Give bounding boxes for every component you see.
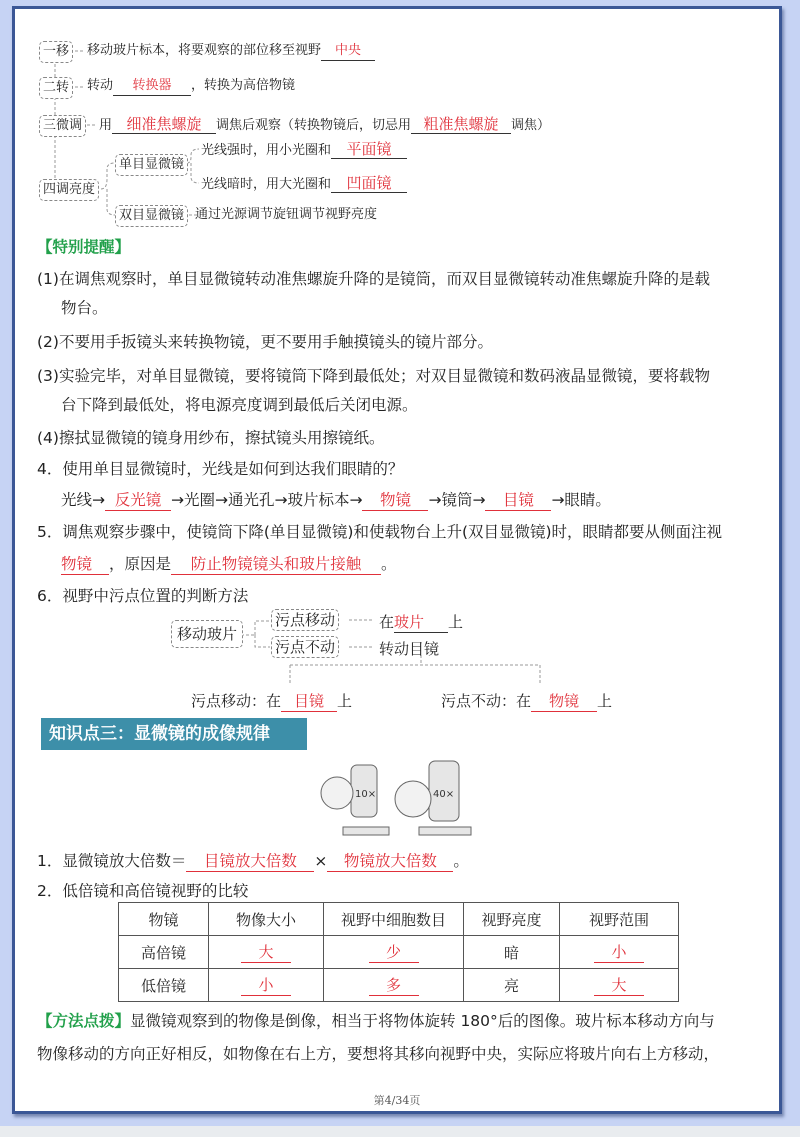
step-fine-pre: 用 [99, 118, 113, 133]
answer-reflector: 反光镜 [105, 490, 171, 511]
step-move-box: 一移 [39, 41, 73, 63]
microscope-objectives-image [315, 757, 495, 841]
step-turn-pre: 转动 [87, 78, 114, 93]
table-cell [209, 969, 324, 1002]
method-text: 显微镜观察到的物像是倒像，相当于将物体旋转 180°后的图像。玻片标本移动方向与 [130, 1012, 715, 1030]
page-number: 第4/34页 [373, 1094, 421, 1107]
strong-light-desc: 光线强时，用小光圈和 [201, 143, 332, 158]
q4-text: →光圈→通光孔→玻片标本→ [171, 491, 363, 509]
q5-text: 。 [381, 555, 397, 573]
table-cell [560, 969, 679, 1002]
reminder-item: (1)在调焦观察时，单目显微镜转动准焦螺旋升降的是镜筒，而双目显微镜转动准焦螺旋升降的是载 [37, 270, 710, 288]
table-header-row [119, 903, 679, 936]
q4-text: →眼睛。 [551, 491, 611, 509]
rotate-eyepiece-text: 转动目镜 [379, 640, 440, 658]
k1-text: × [314, 852, 328, 870]
answer-reason: 防止物镜镜头和玻片接触 [171, 554, 381, 575]
table-header: 物镜 [119, 903, 209, 936]
table-cell [209, 936, 324, 969]
spot-still-box: 污点不动 [271, 636, 339, 658]
q6-text: 污点不动：在 [441, 692, 532, 710]
binocular-box: 双目显微镜 [115, 205, 188, 227]
q6-text: 上 [448, 613, 464, 631]
table-header: 物像大小 [209, 903, 324, 936]
answer-concave-mirror: 凹面镜 [331, 174, 407, 193]
q4-text: →镜筒→ [428, 491, 486, 509]
q4-text: 光线→ [61, 491, 105, 509]
step-fine-text [99, 115, 550, 135]
table-row [119, 936, 679, 969]
spot-still-result [441, 690, 612, 712]
on-slide-text [379, 611, 463, 633]
q4-light-path [61, 490, 611, 511]
q5-line2 [61, 554, 397, 575]
answer-eyepiece-mag: 目镜放大倍数 [186, 851, 314, 872]
answer-objective-spot: 物镜 [531, 690, 597, 712]
reminder-item: (3)实验完毕，对单目显微镜，要将镜筒下降到最低处；对双目显微镜和数码液晶显微镜，要将载物 [37, 367, 710, 385]
viewer-bottom-bar [0, 1126, 800, 1137]
q5-text: ，原因是 [109, 555, 172, 573]
step-turn-post: ，转换为高倍物镜 [191, 78, 296, 93]
magnification-formula [37, 851, 469, 872]
method-title: 【方法点拨】 [37, 1012, 131, 1030]
binocular-text: 通过光源调节旋钮调节视野亮度 [195, 207, 378, 222]
answer-cell: 多 [369, 974, 419, 996]
q4-title: 4．使用单目显微镜时，光线是如何到达我们眼睛的？ [37, 460, 404, 478]
q6-text: 上 [597, 692, 613, 710]
answer-cell: 小 [594, 941, 644, 963]
answer-objective-watch: 物镜 [61, 554, 109, 575]
answer-cell: 大 [241, 941, 291, 963]
answer-eyepiece-spot: 目镜 [281, 690, 337, 712]
step-move-text [87, 42, 375, 61]
table-cell: 亮 [464, 969, 560, 1002]
step-brightness-box: 四调亮度 [39, 179, 99, 201]
monocular-box: 单目显微镜 [115, 154, 188, 176]
answer-eyepiece: 目镜 [485, 490, 551, 511]
answer-cell: 大 [594, 974, 644, 996]
strong-light-text [201, 140, 407, 160]
reminder-item: 物台。 [61, 299, 108, 317]
table-cell [324, 969, 464, 1002]
reminder-item: 台下降到最低处，将电源亮度调到最低后关闭电源。 [61, 396, 418, 414]
answer-objective-mag: 物镜放大倍数 [327, 851, 453, 872]
comparison-title: 2．低倍镜和高倍镜视野的比较 [37, 882, 249, 900]
step-fine-mid: 调焦后观察（转换物镜后，切忌用 [216, 118, 412, 133]
table-cell [560, 936, 679, 969]
spot-moves-box: 污点移动 [271, 609, 339, 631]
step-fine-post: 调焦） [511, 118, 551, 133]
table-cell: 暗 [464, 936, 560, 969]
comparison-table [118, 902, 679, 1002]
q6-text: 上 [337, 692, 353, 710]
table-cell [324, 936, 464, 969]
answer-coarse-focus: 粗准焦螺旋 [411, 115, 511, 134]
answer-objective: 物镜 [362, 490, 428, 511]
answer-center: 中央 [321, 42, 375, 61]
method-line2: 物像移动的方向正好相反，如物像在右上方，要想将其移向视野中央，实际应将玻片向右上方移动， [37, 1045, 720, 1063]
answer-converter: 转换器 [113, 77, 191, 96]
document-page [12, 6, 782, 1114]
reminder-item: (2)不要用手扳镜头来转换物镜，更不要用手触摸镜头的镜片部分。 [37, 333, 493, 351]
reminder-title: 【特别提醒】 [37, 238, 131, 256]
step-move-desc: 移动玻片标本，将要观察的部位移至视野 [87, 43, 322, 58]
method-line1 [37, 1011, 715, 1031]
reminder-item: (4)擦拭显微镜的镜身用纱布，擦拭镜头用擦镜纸。 [37, 429, 385, 447]
q6-text: 在 [379, 613, 395, 631]
table-cell: 高倍镜 [119, 936, 209, 969]
answer-cell: 小 [241, 974, 291, 996]
step-turn-box: 二转 [39, 77, 73, 99]
table-cell: 低倍镜 [119, 969, 209, 1002]
weak-light-text [201, 174, 407, 194]
table-row [119, 969, 679, 1002]
q6-title: 6．视野中污点位置的判断方法 [37, 587, 249, 605]
k1-text: 。 [453, 852, 469, 870]
weak-light-desc: 光线暗时，用大光圈和 [201, 177, 332, 192]
answer-flat-mirror: 平面镜 [331, 140, 407, 159]
table-header: 视野亮度 [464, 903, 560, 936]
table-header: 视野范围 [560, 903, 679, 936]
answer-cell: 少 [369, 941, 419, 963]
k1-text: 1．显微镜放大倍数＝ [37, 852, 187, 870]
section-header: 知识点三：显微镜的成像规律 [41, 718, 307, 750]
answer-slide: 玻片 [394, 611, 448, 633]
q5-line1: 5．调焦观察步骤中，使镜筒下降(单目显微镜)和使载物台上升(双目显微镜)时，眼睛都要从侧面注视 [37, 523, 723, 541]
low-power-label: 10× [355, 789, 377, 800]
q6-text: 污点移动：在 [191, 692, 282, 710]
step-fine-box: 三微调 [39, 115, 86, 137]
high-power-label: 40× [433, 789, 455, 800]
move-slide-box: 移动玻片 [171, 620, 243, 648]
step-turn-text [87, 77, 295, 96]
table-header: 视野中细胞数目 [324, 903, 464, 936]
answer-fine-focus: 细准焦螺旋 [112, 115, 216, 134]
spot-moves-result [191, 690, 352, 712]
